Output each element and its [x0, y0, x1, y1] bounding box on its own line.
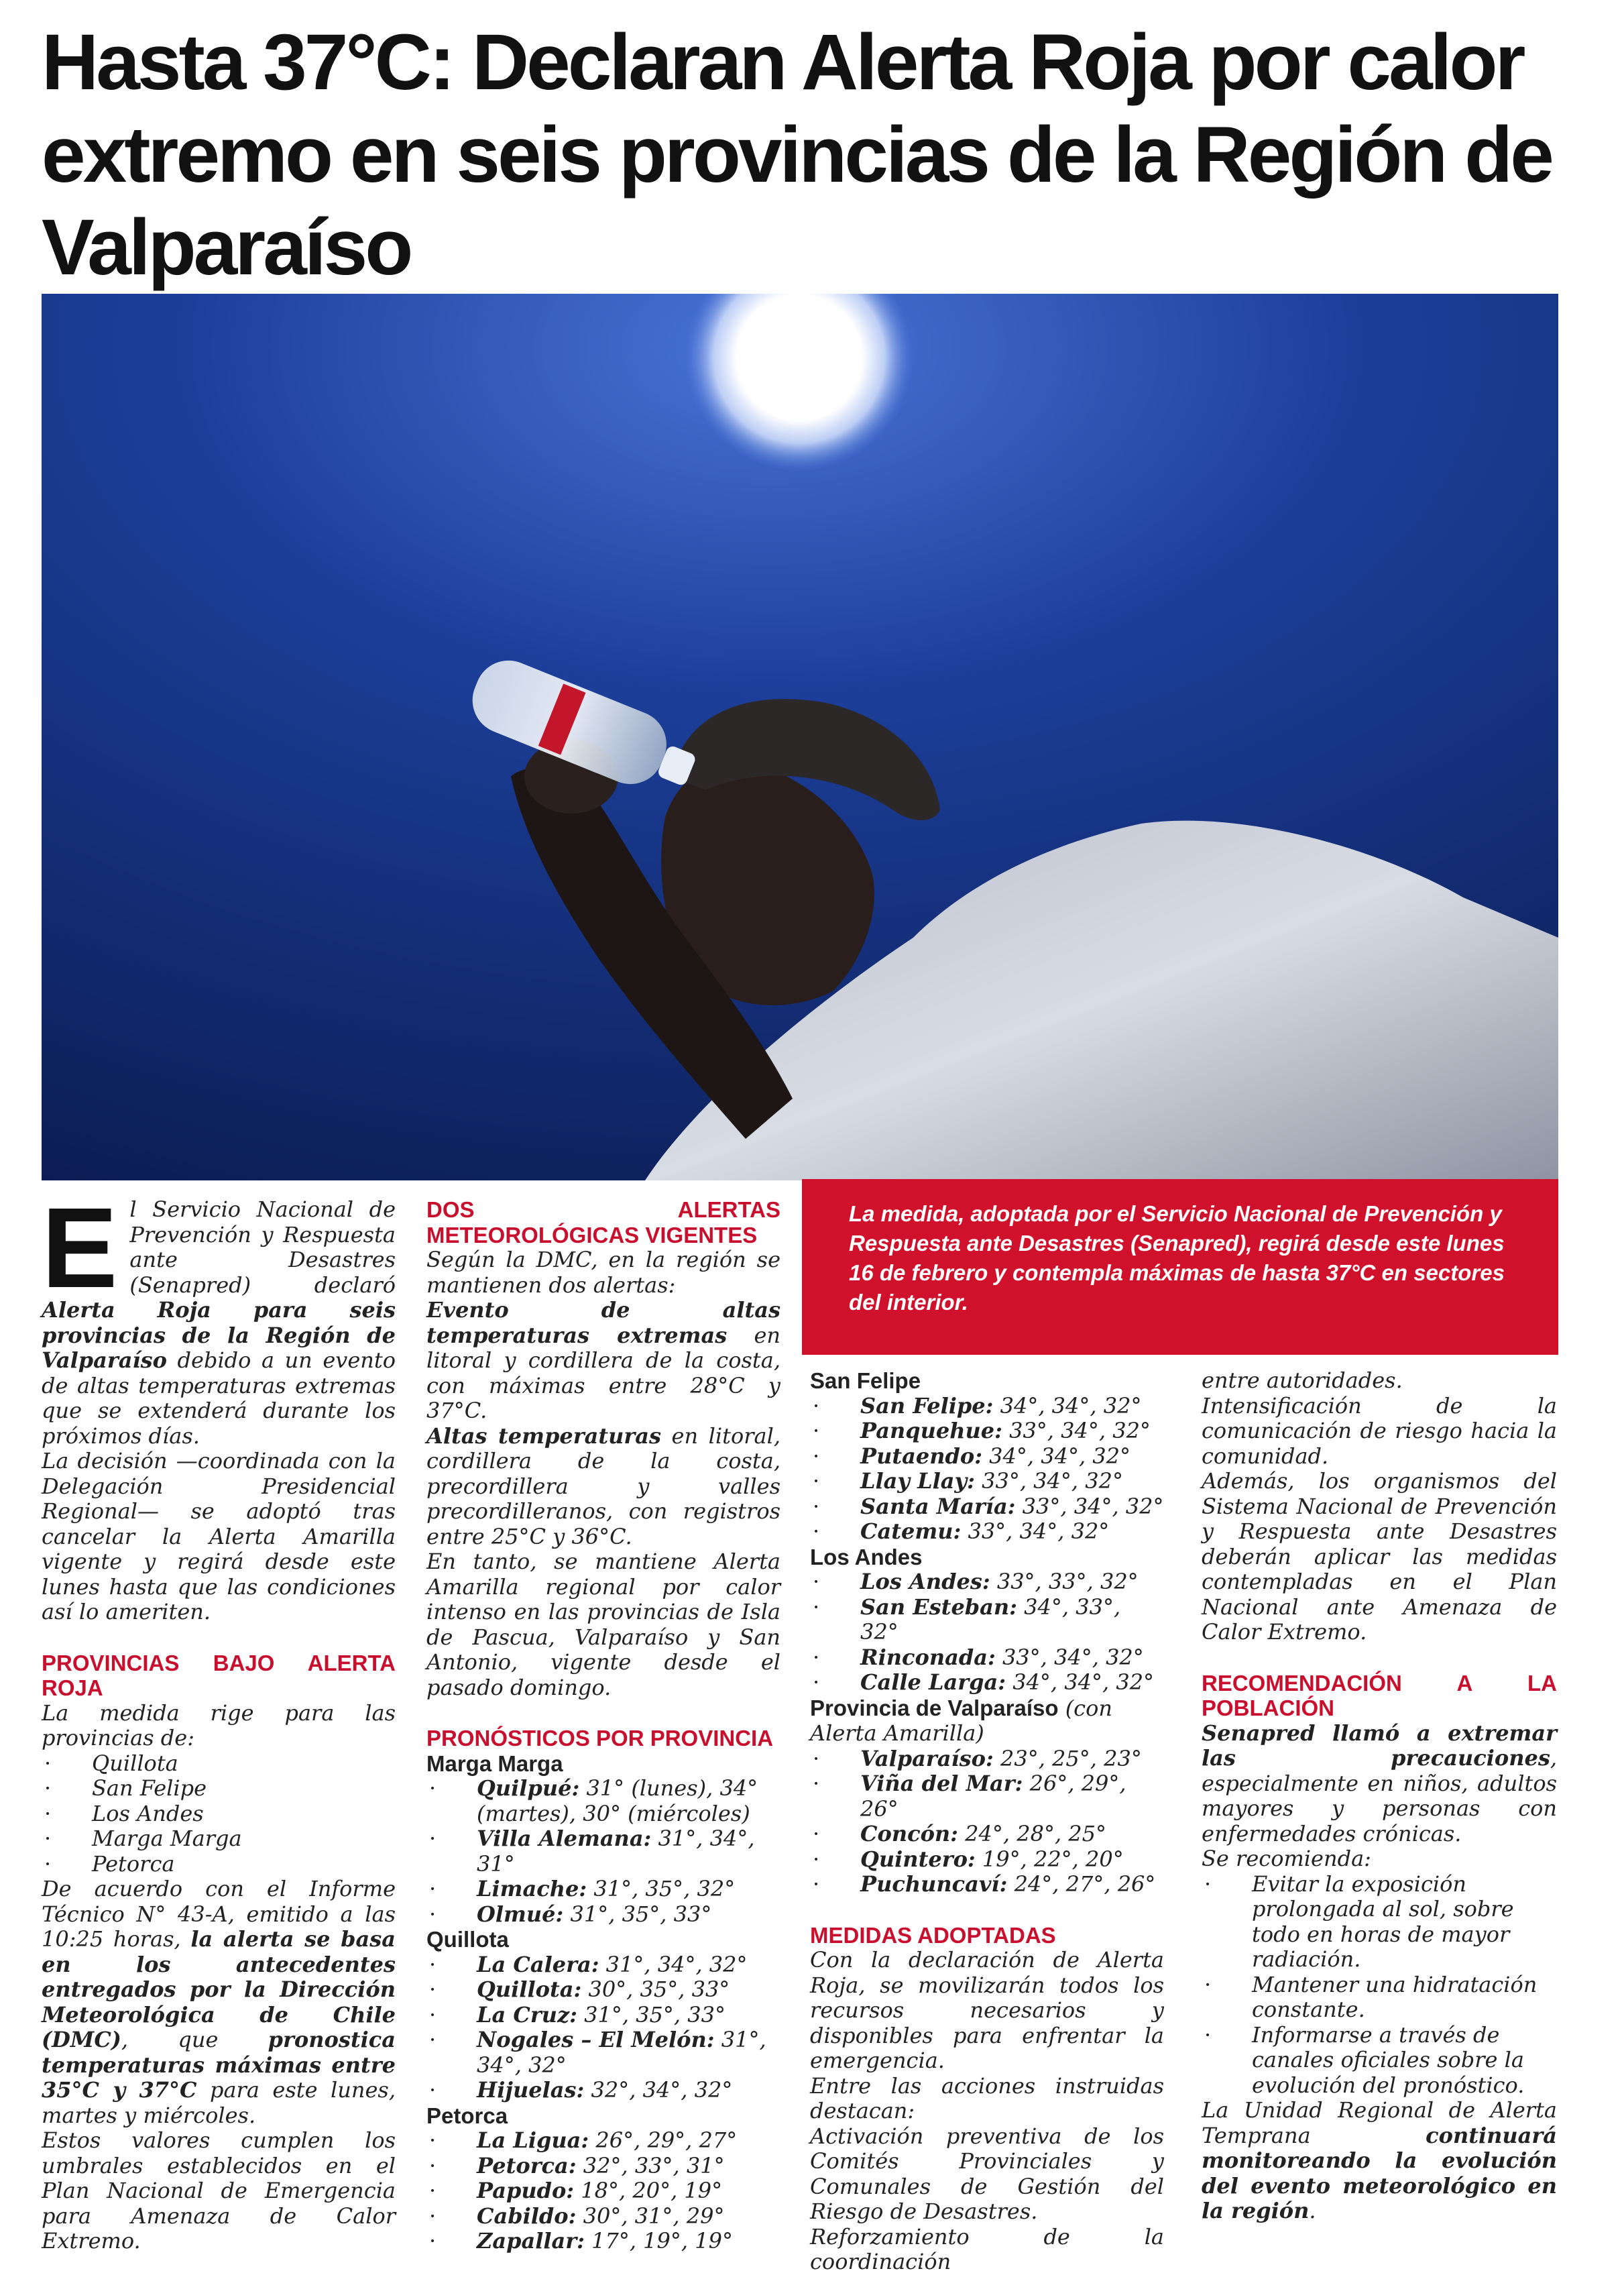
precautions-paragraph: Senapred llamó a extremar las precauciones, especialmente en niños, adultos mayores y personas con enfermedades crónicas.: [1202, 1720, 1557, 1846]
list-item: · San Esteban: 34°, 33°, 32°: [810, 1595, 1164, 1645]
list-item: · Puchuncaví: 24°, 27°, 26°: [810, 1872, 1164, 1897]
column-1: [42, 1184, 396, 2254]
province-heading-quillota: Quillota: [426, 1927, 509, 1952]
measures-intro: Con la declaración de Alerta Roja, se movilizarán todos los recursos necesarios y disponibles para enfrentar la emergencia.: [810, 1947, 1164, 2073]
forecast-list-petorca: [426, 2128, 780, 2254]
list-item: · Catemu: 33°, 34°, 32°: [810, 1519, 1164, 1545]
list-item: · Llay Llay: 33°, 34°, 32°: [810, 1469, 1164, 1494]
forecast-list-san-felipe: [810, 1394, 1164, 1545]
list-item: · La Ligua: 26°, 29°, 27°: [426, 2128, 780, 2154]
list-item: · Valparaíso: 23°, 25°, 23°: [810, 1746, 1164, 1772]
section-recommendation: RECOMENDACIÓN A LA POBLACIÓN: [1202, 1670, 1557, 1720]
section-measures: MEDIDAS ADOPTADAS: [810, 1922, 1056, 1948]
list-item: · Concón: 24°, 28°, 25°: [810, 1822, 1164, 1847]
list-item: · Los Andes: [42, 1801, 396, 1827]
forecast-list-valparaiso: [810, 1746, 1164, 1897]
decision-paragraph: La decisión —coordinada con la Delegación Presidencial Regional— se adoptó tras cancelar la Alerta Amarilla vigente y regirá desde este lunes hasta que las condiciones así lo ameriten.: [42, 1448, 396, 1624]
list-item: · Petorca: [42, 1852, 396, 1877]
list-item: · Olmué: 31°, 35°, 33°: [426, 1902, 780, 1928]
list-item: · La Cruz: 31°, 35°, 33°: [426, 2003, 780, 2028]
province-heading-valparaiso: Provincia de Valparaíso (con Alerta Amarilla): [810, 1695, 1112, 1746]
list-item: · Putaendo: 34°, 34°, 32°: [810, 1444, 1164, 1469]
list-item: · Quilpué: 31° (lunes), 34° (martes), 30° (miércoles): [426, 1776, 780, 1826]
list-item: · Mantener una hidratación constante.: [1202, 1973, 1557, 2023]
intro-text-a: l Servicio Nacional de Prevención y Respuesta ante Desastres (Senapred) declaró: [129, 1197, 396, 1298]
threshold-paragraph: Estos valores cumplen los umbrales establecidos en el Plan Nacional de Emergencia para Amenaza de Calor Extremo.: [42, 2127, 396, 2254]
recommendation-list: [1202, 1872, 1557, 2099]
list-item: · Panquehue: 33°, 34°, 32°: [810, 1419, 1164, 1444]
list-item: · Quillota: 30°, 35°, 33°: [426, 1977, 780, 2003]
action-3: Intensificación de la comunicación de riesgo hacia la comunidad.: [1202, 1392, 1557, 1469]
column-3: [810, 1368, 1164, 2275]
recommend-intro: Se recomienda:: [1202, 1846, 1371, 1871]
list-item: · San Felipe: 34°, 34°, 32°: [810, 1394, 1164, 1419]
list-item: · Zapallar: 17°, 19°, 19°: [426, 2229, 780, 2254]
yellow-alert-paragraph: En tanto, se mantiene Alerta Amarilla regional por calor intenso en las provincias de Isla de Pascua, Valparaíso y San Antonio, vigente desde el pasado domingo.: [426, 1549, 780, 1700]
report-paragraph: De acuerdo con el Informe Técnico N° 43-A, emitido a las 10:25 horas, la alerta se basa en los antecedentes entregados por la Dirección Meteorológica de Chile (DMC), que pronostica temperaturas máximas entre 35°C y 37°C para este lunes, martes y miércoles.: [42, 1876, 396, 2128]
action-1: Activación preventiva de los Comités Provinciales y Comunales de Gestión del Riesgo de Desastres.: [810, 2123, 1164, 2224]
list-item: · Calle Larga: 34°, 34°, 32°: [810, 1670, 1164, 1696]
alert-1: Evento de altas temperaturas extremas en litoral y cordillera de la costa, con máximas entre 28°C y 37°C.: [426, 1297, 781, 1423]
list-item: · San Felipe: [42, 1776, 396, 1801]
province-heading-petorca: Petorca: [426, 2103, 508, 2128]
list-item: · Petorca: 32°, 33°, 31°: [426, 2154, 780, 2179]
list-item: · Nogales – El Melón: 31°, 34°, 32°: [426, 2028, 780, 2078]
list-item: · Papudo: 18°, 20°, 19°: [426, 2178, 780, 2204]
list-item: · La Calera: 31°, 34°, 32°: [426, 1952, 780, 1978]
drop-cap: E: [42, 1184, 118, 1312]
section-forecasts: PRONÓSTICOS POR PROVINCIA: [426, 1726, 774, 1751]
list-item: · Santa María: 33°, 34°, 32°: [810, 1494, 1164, 1520]
forecast-list-quillota: [426, 1952, 780, 2103]
section-provinces-red-alert: PROVINCIAS BAJO ALERTA ROJA: [42, 1650, 396, 1700]
list-item: · Hijuelas: 32°, 34°, 32°: [426, 2078, 780, 2103]
list-item: · Rinconada: 33°, 34°, 32°: [810, 1645, 1164, 1671]
section-two-alerts: DOS ALERTAS METEOROLÓGICAS VIGENTES: [426, 1197, 780, 1247]
list-item: · Los Andes: 33°, 33°, 32°: [810, 1569, 1164, 1595]
callout-box: [802, 1179, 1558, 1355]
man-drinking-water-image: [42, 294, 1558, 1180]
province-heading-marga-marga: Marga Marga: [426, 1751, 563, 1776]
list-item: · Evitar la exposición prolongada al sol, sobre todo en horas de mayor radiación.: [1202, 1872, 1557, 1973]
alert-2: Altas temperaturas en litoral, cordillera de la costa, precordillera y valles precordilleranos, con registros entre 25°C y 36°C.: [426, 1423, 781, 1549]
province-heading-san-felipe: San Felipe: [810, 1368, 921, 1393]
actions-intro: Entre las acciones instruidas destacan:: [810, 2072, 1164, 2123]
intro-paragraph: [42, 1184, 396, 1449]
column-4: [1202, 1368, 1557, 2224]
list-item: · Informarse a través de canales oficiales sobre la evolución del pronóstico.: [1202, 2023, 1557, 2099]
callout-text: La medida, adoptada por el Servicio Nacional de Prevención y Respuesta ante Desastres (Senapred), regirá desde este lunes 16 de febrero y contempla máximas de hasta 37°C en sectores del interior.: [849, 1201, 1505, 1315]
province-list: [42, 1751, 396, 1877]
intro-text-c: debido a un evento de altas temperaturas extremas que se extenderá durante los próximos días.: [42, 1347, 396, 1449]
action-2-continued: entre autoridades.: [1202, 1368, 1403, 1393]
headline: Hasta 37°C: Declaran Alerta Roja por calor extremo en seis provincias de la Región de Valparaíso: [42, 18, 1552, 292]
alerts-intro: Según la DMC, en la región se mantienen dos alertas:: [426, 1247, 780, 1298]
list-item: · Quintero: 19°, 22°, 20°: [810, 1847, 1164, 1873]
action-2: Reforzamiento de la coordinación: [810, 2223, 1164, 2274]
hero-photo: [42, 294, 1558, 1180]
list-item: · Cabildo: 30°, 31°, 29°: [426, 2204, 780, 2229]
list-item: · Villa Alemana: 31°, 34°, 31°: [426, 1826, 780, 1877]
provinces-intro: La medida rige para las provincias de:: [42, 1700, 396, 1751]
province-heading-los-andes: Los Andes: [810, 1544, 923, 1569]
forecast-list-los-andes: [810, 1569, 1164, 1696]
list-item: · Limache: 31°, 35°, 32°: [426, 1877, 780, 1902]
list-item: · Marga Marga: [42, 1826, 396, 1852]
forecast-list-marga-marga: [426, 1776, 780, 1927]
column-2: [426, 1197, 780, 2254]
list-item: · Viña del Mar: 26°, 29°, 26°: [810, 1771, 1164, 1822]
monitoring-paragraph: La Unidad Regional de Alerta Temprana continuará monitoreando la evolución del evento meteorológico en la región.: [1202, 2097, 1557, 2223]
intro-text-bold: Alerta Roja para seis provincias de la Región de Valparaíso: [42, 1297, 396, 1373]
list-item: · Quillota: [42, 1751, 396, 1777]
organisms-paragraph: Además, los organismos del Sistema Nacional de Prevención y Respuesta ante Desastres deberán aplicar las medidas contempladas en el Plan Nacional ante Amenaza de Calor Extremo.: [1202, 1468, 1557, 1645]
